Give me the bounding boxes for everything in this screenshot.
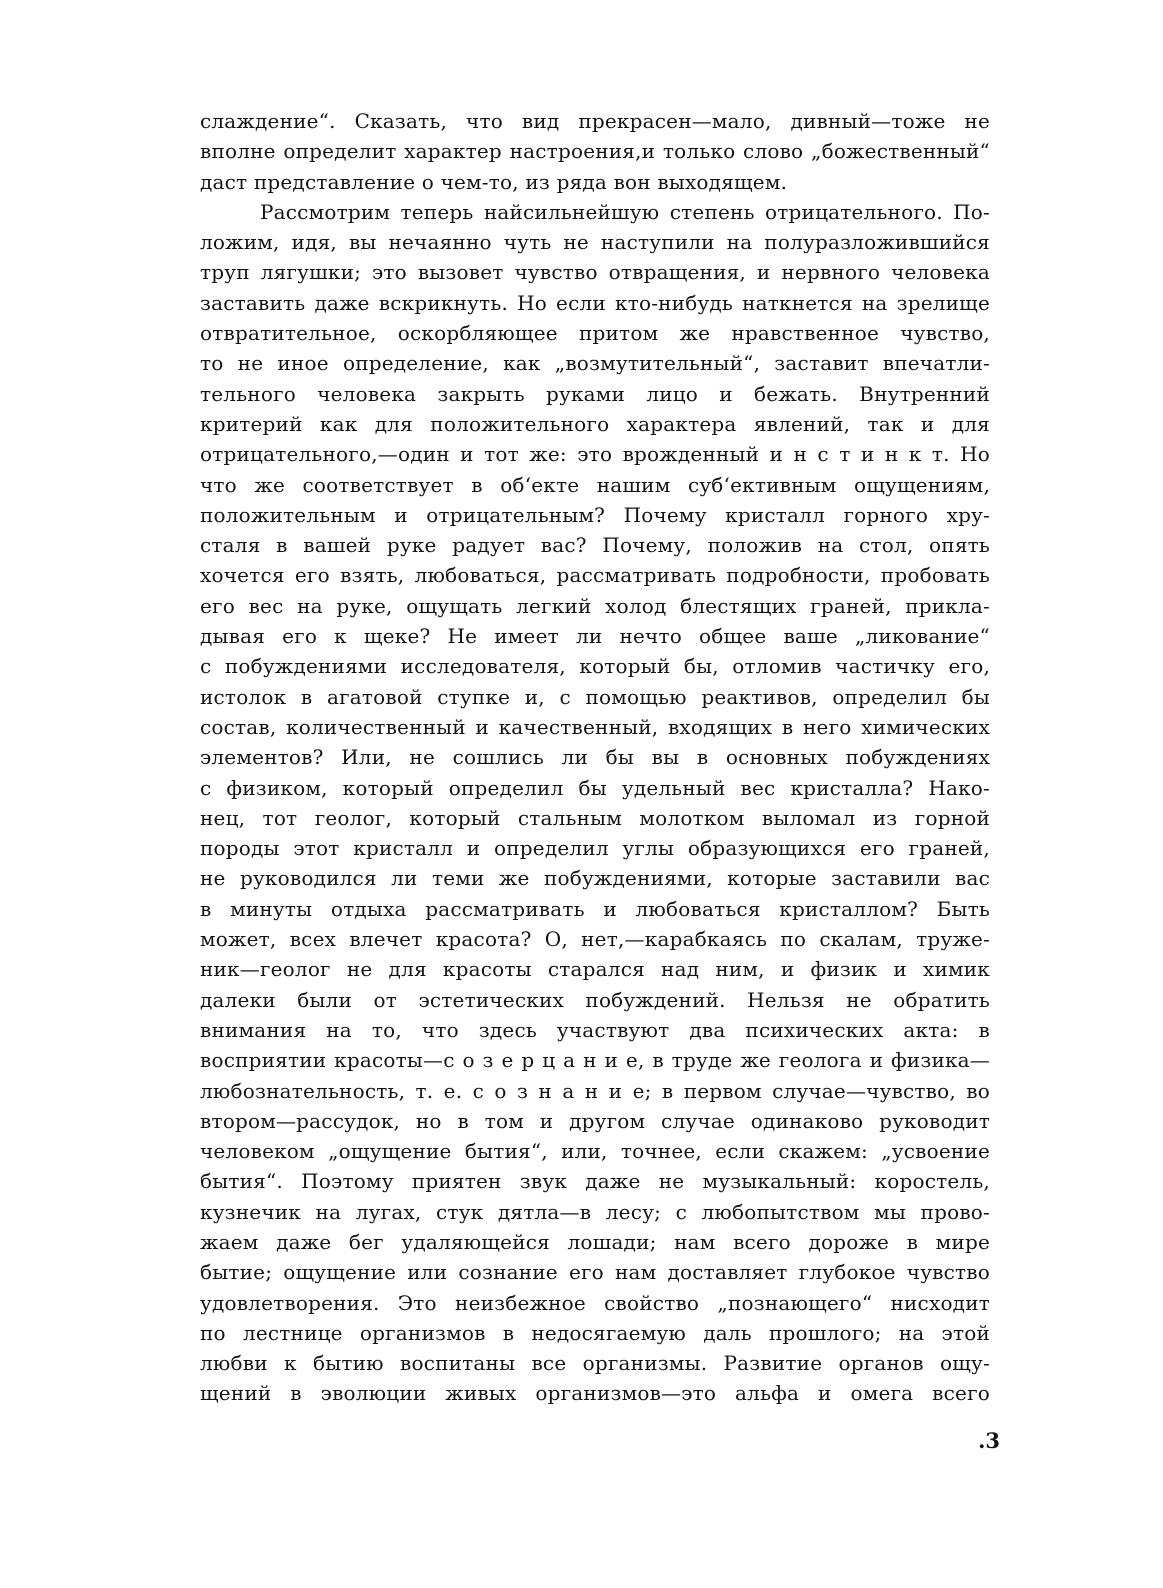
text-line: ложим, идя, вы нечаянно чуть не наступили на полуразложившийся <box>200 230 990 255</box>
text-line: бытия“. Поэтому приятен звук даже не музыкальный: коростель, <box>200 1169 990 1194</box>
text-line: с физиком, который определил бы удельный вес кристалла? Нако- <box>200 775 990 800</box>
text-line: бытие; ощущение или сознание его нам доставляет глубокое чувство <box>200 1260 990 1285</box>
text-line: элементов? Или, не сошлись ли бы вы в основных побуждениях <box>200 745 990 770</box>
text-line: его вес на руке, ощущать легкий холод блестящих граней, прикла- <box>200 593 990 618</box>
text-line: хочется его взять, любоваться, рассматривать подробности, пробовать <box>200 563 990 588</box>
text-line: щений в эволюции живых организмов—это альфа и омега всего <box>200 1381 990 1406</box>
text-line: породы этот кристалл и определил углы образующихся его граней, <box>200 836 990 861</box>
text-line: что же соответствует в об‘екте нашим суб‘ективным ощущениям, <box>200 472 990 497</box>
page-number: .3 <box>978 1428 1000 1453</box>
text-line: с побуждениями исследователя, который бы, отломив частичку его, <box>200 654 990 679</box>
text-line: отрицательного,—один и тот же: это врожденный и н с т и н к т. Но <box>200 442 990 467</box>
text-line: в минуты отдыха рассматривать и любоваться кристаллом? Быть <box>200 896 990 921</box>
text-line: человеком „ощущение бытия“, или, точнее, если скажем: „усвоение <box>200 1139 990 1164</box>
text-line: жаем даже бег удаляющейся лошади; нам всего дороже в мире <box>200 1229 990 1254</box>
text-line: втором—рассудок, но в том и другом случае одинаково руководит <box>200 1108 990 1133</box>
text-line: положительным и отрицательным? Почему кристалл горного хру- <box>200 502 990 527</box>
text-line: слаждение“. Сказать, что вид прекрасен—мало, дивный—тоже не <box>200 109 990 133</box>
text-line: восприятии красоты—с о з е р ц а н и е, в труде же геолога и физика— <box>200 1048 990 1073</box>
text-line: вполне определит характер настроения,и только слово „божественный“ <box>200 139 990 164</box>
text-line: ник—геолог не для красоты старался над ним, и физик и химик <box>200 957 990 982</box>
text-line: не руководился ли теми же побуждениями, которые заставили вас <box>200 866 990 891</box>
text-line: удовлетворения. Это неизбежное свойство „познающего“ нисходит <box>200 1290 990 1315</box>
text-line: кузнечик на лугах, стук дятла—в лесу; с любопытством мы прово- <box>200 1199 990 1224</box>
text-line: сталя в вашей руке радует вас? Почему, положив на стол, опять <box>200 533 990 558</box>
text-line: заставить даже вскрикнуть. Но если кто-нибудь наткнется на зрелище <box>200 290 990 315</box>
text-line: нец, тот геолог, который стальным молотком выломал из горной <box>200 805 990 830</box>
text-line: отвратительное, оскорбляющее притом же нравственное чувство, <box>200 321 990 346</box>
text-line: дывая его к щеке? Не имеет ли нечто общее ваше „ликование“ <box>200 624 990 649</box>
text-line: состав, количественный и качественный, входящих в него химических <box>200 714 990 739</box>
text-line: то не иное определение, как „возмутительный“, заставит впечатли- <box>200 351 990 376</box>
text-line: может, всех влечет красота? О, нет,—карабкаясь по скалам, труже- <box>200 927 990 952</box>
text-line: тельного человека закрыть руками лицо и бежать. Внутренний <box>200 381 990 406</box>
text-line: внимания на то, что здесь участвуют два психических акта: в <box>200 1017 990 1042</box>
text-line: любознательность, т. е. с о з н а н и е; в первом случае—чувство, во <box>200 1078 990 1103</box>
text-line: критерий как для положительного характера явлений, так и для <box>200 411 990 436</box>
text-line: по лестнице организмов в недосягаемую даль прошлого; на этой <box>200 1320 990 1345</box>
text-line: истолок в агатовой ступке и, с помощью реактивов, определил бы <box>200 684 990 709</box>
text-line: далеки были от эстетических побуждений. Нельзя не обратить <box>200 987 990 1012</box>
body-text <box>200 106 990 1409</box>
text-line: труп лягушки; это вызовет чувство отвращения, и нервного человека <box>200 260 990 285</box>
text-line: даст представление о чем-то, из ряда вон выходящем. <box>200 169 788 194</box>
text-line: любви к бытию воспитаны все организмы. Развитие органов ощу- <box>200 1351 990 1376</box>
text-line: Рассмотрим теперь найсильнейшую степень отрицательного. По- <box>260 199 990 224</box>
